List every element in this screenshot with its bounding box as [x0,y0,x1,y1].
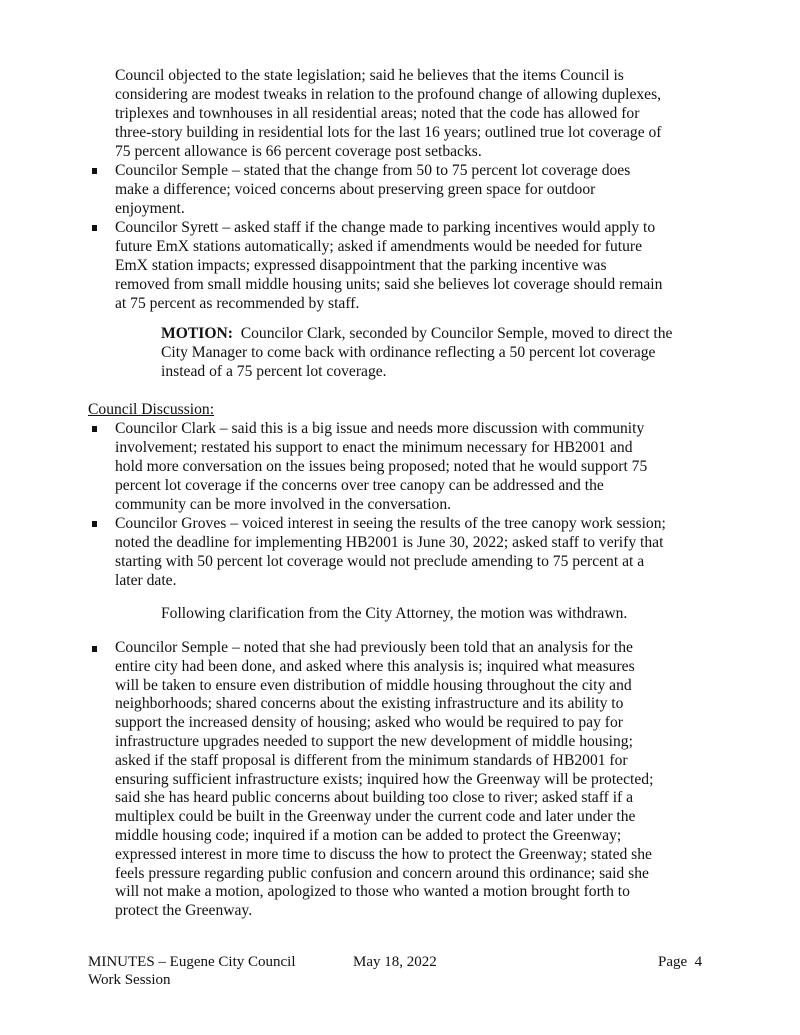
semple-comment-2 [115,639,653,921]
footer-title-line2: Work Session [88,972,171,988]
motion-label: MOTION: [161,325,233,342]
text-line: future EmX stations automatically; asked if amendments would be needed for future [115,238,642,255]
text-line: make a difference; voiced concerns about preserving green space for outdoor [115,181,596,198]
syrett-comment [115,218,662,313]
text-line: triplexes and townhouses in all residential areas; noted that the code has allowed for [115,105,640,122]
text-line: noted the deadline for implementing HB2001 is June 30, 2022; asked staff to verify that [115,534,664,551]
text-line: EmX station impacts; expressed disappointment that the parking incentive was [115,257,607,274]
text-line: community can be more involved in the conversation. [115,496,452,513]
text-line: Councilor Clark – said this is a big issue and needs more discussion with community [115,420,645,437]
text-line: removed from small middle housing units; said she believes lot coverage should remain [115,276,663,293]
motion-continuation [161,343,672,381]
bullet-icon [92,225,97,231]
motion-text: Councilor Clark, seconded by Councilor Semple, moved to direct the [232,325,673,342]
text-line: Councilor Semple – noted that she had previously been told that an analysis for the [115,639,633,656]
text-line: will not make a motion, apologized to those who wanted a motion brought forth to [115,883,630,901]
text-line: City Manager to come back with ordinance reflecting a 50 percent lot coverage [161,344,656,361]
text-line: middle housing code; inquired if a motion can be added to protect the Greenway; [115,826,622,844]
text-line: ensuring sufficient infrastructure exists; inquired how the Greenway will be protected; [115,770,654,788]
text-line: later date. [115,572,177,589]
text-line: involvement; restated his support to enact the minimum necessary for HB2001 and [115,439,633,456]
footer-date: May 18, 2022 [353,954,437,970]
text-line: will be taken to ensure even distribution of middle housing throughout the city and [115,676,632,694]
text-line: Councilor Syrett – asked staff if the change made to parking incentives would apply to [115,219,656,236]
footer-title [88,953,295,989]
council-discussion-heading: Council Discussion: [88,401,215,418]
text-line: enjoyment. [115,200,185,217]
groves-comment [115,514,666,590]
text-line: at 75 percent as recommended by staff. [115,295,360,312]
bullet-icon [92,168,97,174]
bullet-icon [92,521,97,527]
text-line: considering are modest tweaks in relation to the profound change of allowing duplexes, [115,86,662,103]
text-line: starting with 50 percent lot coverage would not preclude amending to 75 percent at a [115,553,645,570]
bullet-icon [92,646,97,652]
text-line: neighborhoods; shared concerns about the existing infrastructure and its ability to [115,695,624,713]
text-line: asked if the staff proposal is different from the minimum standards of HB2001 for [115,751,628,769]
text-line: three-story building in residential lots for the last 16 years; outlined true lot coverage of [115,124,662,141]
text-line: Council objected to the state legislation; said he believes that the items Council is [115,67,624,84]
motion-paragraph [161,324,672,381]
text-line: infrastructure upgrades needed to support the new development of middle housing; [115,732,633,750]
text-line: hold more conversation on the issues being proposed; noted that he would support 75 [115,458,648,475]
motion-withdrawn-note: Following clarification from the City Attorney, the motion was withdrawn. [161,605,628,622]
footer-page-number: Page 4 [658,954,703,970]
clark-comment [115,419,647,514]
text-line: protect the Greenway. [115,902,253,920]
text-line: Councilor Semple – stated that the change from 50 to 75 percent lot coverage does [115,162,631,179]
text-line: said she has heard public concerns about building too close to river; asked staff if a [115,789,634,807]
continuation-paragraph [115,66,662,161]
footer-title-line1: MINUTES – Eugene City Council [88,954,296,970]
text-line: percent lot coverage if the concerns over tree canopy can be addressed and the [115,477,604,494]
text-line: Councilor Groves – voiced interest in seeing the results of the tree canopy work session; [115,515,666,532]
text-line: 75 percent allowance is 66 percent coverage post setbacks. [115,143,482,160]
semple-comment-1 [115,161,630,218]
text-line: entire city had been done, and asked where this analysis is; inquired what measures [115,657,635,675]
bullet-icon [92,426,97,432]
text-line: expressed interest in more time to discuss the how to protect the Greenway; stated she [115,845,652,863]
text-line: support the increased density of housing; asked who would be required to pay for [115,714,623,732]
text-line: multiplex could be built in the Greenway under the current code and later under the [115,808,636,826]
text-line: instead of a 75 percent lot coverage. [161,363,387,380]
text-line: feels pressure regarding public confusion and concern around this ordinance; said she [115,864,649,882]
